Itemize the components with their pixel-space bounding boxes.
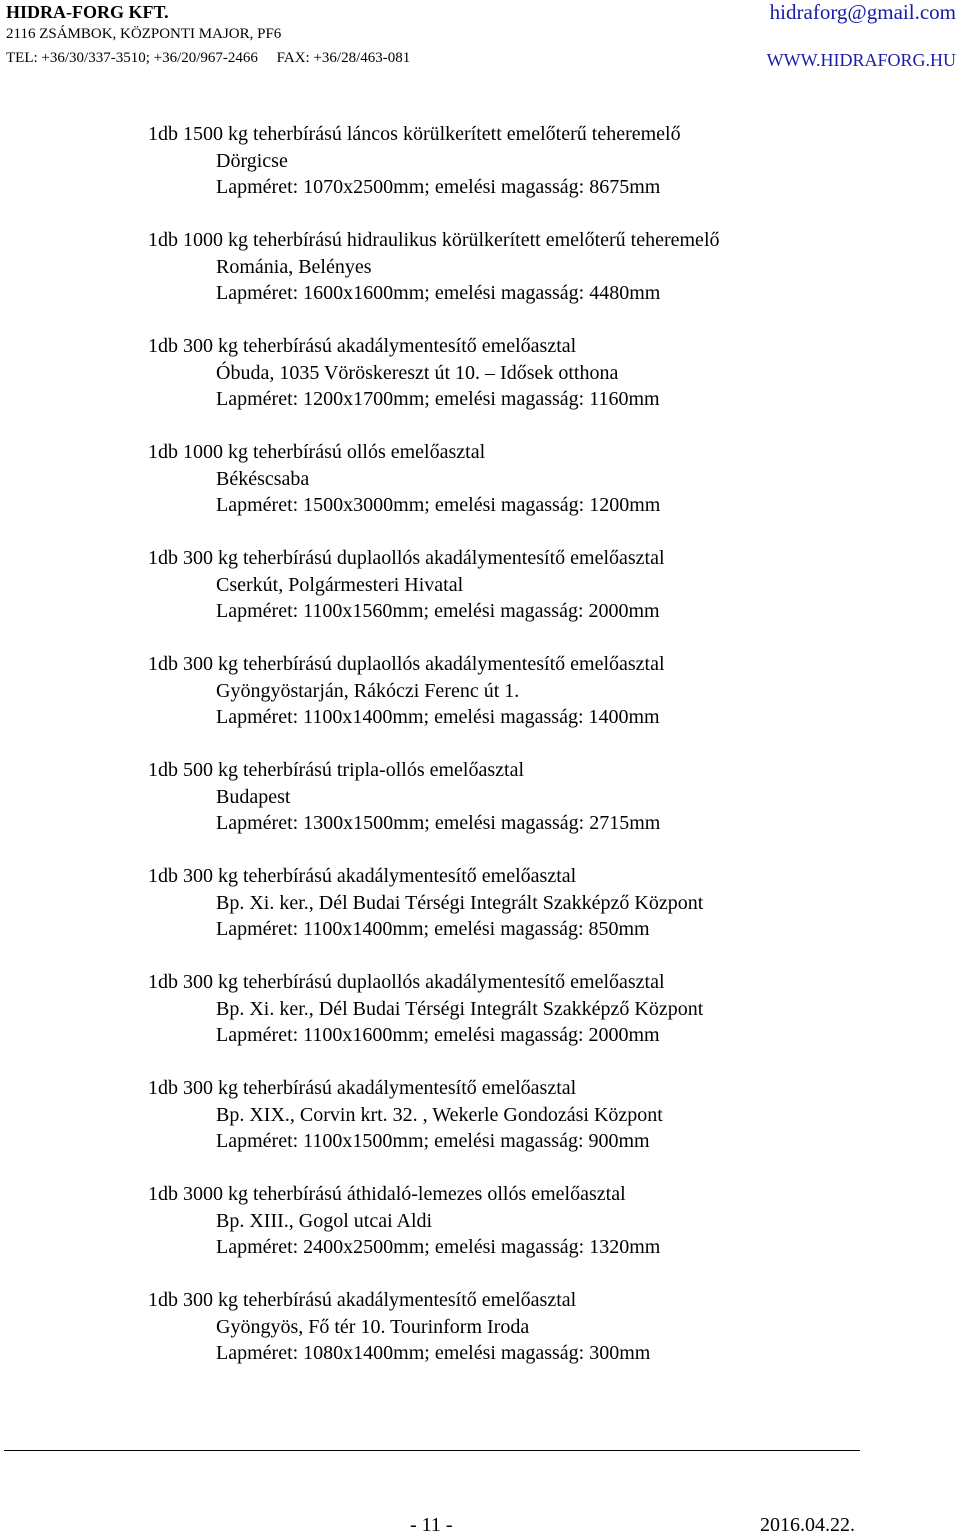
company-name: HIDRA-FORG KFT.	[6, 2, 169, 22]
entry-location: Bp. XIX., Corvin krt. 32. , Wekerle Gondozási Központ	[216, 1103, 663, 1126]
entry-spec: Lapméret: 1100x1600mm; emelési magasság: 2000mm	[216, 1024, 660, 1046]
entry-title: 1db 300 kg teherbírású duplaollós akadálymentesítő emelőasztal	[148, 653, 665, 675]
entry-spec: Lapméret: 1200x1700mm; emelési magasság: 1160mm	[216, 388, 660, 410]
entry-spec: Lapméret: 1100x1500mm; emelési magasság: 900mm	[216, 1130, 650, 1152]
entry-location: Bp. Xi. ker., Dél Budai Térségi Integrált Szakképző Központ	[216, 997, 704, 1020]
entry-title: 1db 300 kg teherbírású akadálymentesítő emelőasztal	[148, 335, 577, 357]
entry-location: Dörgicse	[216, 149, 288, 172]
entry-title: 1db 300 kg teherbírású akadálymentesítő emelőasztal	[148, 1077, 577, 1099]
reference-entry	[148, 863, 938, 943]
entry-title: 1db 1000 kg teherbírású ollós emelőasztal	[148, 441, 486, 463]
footer-date: 2016.04.22.	[760, 1514, 855, 1536]
entry-title: 1db 1000 kg teherbírású hidraulikus körülkerített emelőterű teheremelő	[148, 229, 720, 251]
entry-title: 1db 1500 kg teherbírású láncos körülkerített emelőterű teheremelő	[148, 123, 681, 145]
entry-spec: Lapméret: 1080x1400mm; emelési magasság: 300mm	[216, 1342, 651, 1364]
company-phones: TEL: +36/30/337-3510; +36/20/967-2466 FAX: +36/28/463-081	[6, 50, 411, 66]
reference-entry	[148, 1181, 938, 1261]
entry-location: Bp. XIII., Gogol utcai Aldi	[216, 1209, 433, 1232]
company-address: 2116 ZSÁMBOK, KÖZPONTI MAJOR, PF6	[6, 26, 282, 42]
entry-location: Románia, Belényes	[216, 255, 372, 278]
entry-title: 1db 500 kg teherbírású tripla-ollós emelőasztal	[148, 759, 525, 781]
entry-spec: Lapméret: 1070x2500mm; emelési magasság: 8675mm	[216, 176, 661, 198]
letterhead	[0, 0, 960, 75]
entry-location: Cserkút, Polgármesteri Hivatal	[216, 573, 464, 596]
entry-title: 1db 300 kg teherbírású duplaollós akadálymentesítő emelőasztal	[148, 547, 665, 569]
entry-location: Gyöngyöstarján, Rákóczi Ferenc út 1.	[216, 679, 520, 702]
entry-location: Bp. Xi. ker., Dél Budai Térségi Integrált Szakképző Központ	[216, 891, 704, 914]
reference-entry	[148, 1075, 938, 1155]
reference-entry	[148, 757, 938, 837]
page-number: - 11 -	[410, 1514, 453, 1536]
reference-list	[148, 121, 938, 1393]
reference-entry	[148, 227, 938, 307]
entry-location: Óbuda, 1035 Vöröskereszt út 10. – Idősek otthona	[216, 361, 619, 384]
reference-entry	[148, 333, 938, 413]
entry-location: Budapest	[216, 785, 291, 808]
entry-spec: Lapméret: 1100x1400mm; emelési magasság: 1400mm	[216, 706, 660, 728]
entry-title: 1db 3000 kg teherbírású áthidaló-lemezes ollós emelőasztal	[148, 1183, 626, 1205]
entry-spec: Lapméret: 1300x1500mm; emelési magasság: 2715mm	[216, 812, 661, 834]
company-website[interactable]: WWW.HIDRAFORG.HU	[766, 50, 956, 70]
entry-spec: Lapméret: 1500x3000mm; emelési magasság: 1200mm	[216, 494, 661, 516]
reference-entry	[148, 439, 938, 519]
entry-title: 1db 300 kg teherbírású duplaollós akadálymentesítő emelőasztal	[148, 971, 665, 993]
entry-location: Gyöngyös, Fő tér 10. Tourinform Iroda	[216, 1315, 530, 1338]
reference-entry	[148, 545, 938, 625]
entry-spec: Lapméret: 1100x1400mm; emelési magasság: 850mm	[216, 918, 650, 940]
reference-entry	[148, 651, 938, 731]
entry-spec: Lapméret: 2400x2500mm; emelési magasság: 1320mm	[216, 1236, 661, 1258]
reference-entry	[148, 121, 938, 201]
entry-spec: Lapméret: 1100x1560mm; emelési magasság: 2000mm	[216, 600, 660, 622]
footer-divider	[4, 1450, 860, 1451]
company-email[interactable]: hidraforg@gmail.com	[769, 0, 956, 24]
entry-title: 1db 300 kg teherbírású akadálymentesítő emelőasztal	[148, 865, 577, 887]
entry-spec: Lapméret: 1600x1600mm; emelési magasság: 4480mm	[216, 282, 661, 304]
reference-entry	[148, 969, 938, 1049]
entry-title: 1db 300 kg teherbírású akadálymentesítő emelőasztal	[148, 1289, 577, 1311]
entry-location: Békéscsaba	[216, 467, 310, 490]
reference-entry	[148, 1287, 938, 1367]
